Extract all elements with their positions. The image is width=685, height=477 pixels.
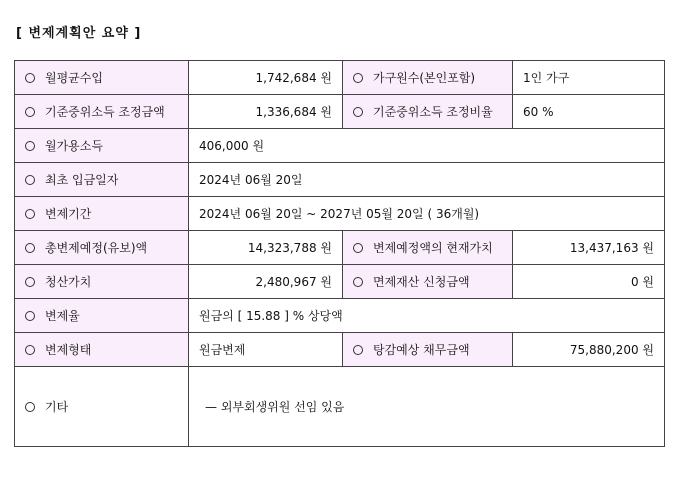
value-cell bbox=[189, 367, 665, 447]
value-cell bbox=[189, 231, 343, 265]
value-text: 2024년 06월 20일 ~ 2027년 05월 20일 ( 36개월) bbox=[199, 207, 480, 221]
circle-bullet-icon bbox=[353, 107, 363, 117]
value-cell bbox=[189, 129, 665, 163]
circle-bullet-icon bbox=[25, 175, 35, 185]
table-row bbox=[15, 299, 665, 333]
circle-bullet-icon bbox=[25, 277, 35, 287]
value-cell bbox=[189, 163, 665, 197]
circle-bullet-icon bbox=[25, 73, 35, 83]
label-cell bbox=[15, 163, 189, 197]
label-text: 기타 bbox=[45, 400, 69, 414]
label-cell bbox=[15, 231, 189, 265]
table-row bbox=[15, 163, 665, 197]
repayment-summary-table bbox=[14, 60, 665, 447]
value-cell bbox=[189, 299, 665, 333]
value-text: 2024년 06월 20일 bbox=[199, 173, 303, 187]
value-cell bbox=[513, 265, 665, 299]
label-text: 총변제예정(유보)액 bbox=[45, 241, 148, 255]
value-cell bbox=[513, 95, 665, 129]
circle-bullet-icon bbox=[25, 243, 35, 253]
value-text: 1인 가구 bbox=[523, 71, 570, 85]
value-text: 1,742,684 원 bbox=[255, 71, 332, 85]
value-cell bbox=[189, 95, 343, 129]
label-cell bbox=[343, 61, 513, 95]
value-text: 14,323,788 원 bbox=[247, 241, 332, 255]
label-cell bbox=[343, 333, 513, 367]
circle-bullet-icon bbox=[353, 243, 363, 253]
circle-bullet-icon bbox=[25, 107, 35, 117]
label-cell bbox=[15, 367, 189, 447]
value-text: 13,437,163 원 bbox=[569, 241, 654, 255]
value-text: 406,000 원 bbox=[199, 139, 265, 153]
circle-bullet-icon bbox=[25, 141, 35, 151]
label-text: 탕감예상 채무금액 bbox=[373, 343, 470, 357]
label-cell bbox=[15, 299, 189, 333]
circle-bullet-icon bbox=[353, 73, 363, 83]
label-text: 변제율 bbox=[45, 309, 80, 323]
value-text: 1,336,684 원 bbox=[255, 105, 332, 119]
label-text: 최초 입금일자 bbox=[45, 173, 119, 187]
label-cell bbox=[15, 95, 189, 129]
label-text: 청산가치 bbox=[45, 275, 92, 289]
circle-bullet-icon bbox=[353, 345, 363, 355]
page-title: [ 변제계획안 요약 ] bbox=[16, 26, 142, 41]
value-text: 원금변제 bbox=[199, 343, 246, 357]
value-cell bbox=[189, 197, 665, 231]
value-text: 60 % bbox=[523, 104, 554, 119]
label-text: 변제형태 bbox=[45, 343, 92, 357]
table-row bbox=[15, 95, 665, 129]
label-cell bbox=[15, 61, 189, 95]
value-cell bbox=[189, 265, 343, 299]
label-cell bbox=[15, 197, 189, 231]
label-text: 변제기간 bbox=[45, 207, 92, 221]
table-row bbox=[15, 231, 665, 265]
label-text: 기준중위소득 조정비율 bbox=[373, 105, 493, 119]
value-cell bbox=[189, 333, 343, 367]
table-row bbox=[15, 129, 665, 163]
table-row bbox=[15, 197, 665, 231]
value-cell bbox=[513, 61, 665, 95]
value-cell bbox=[189, 61, 343, 95]
table-row bbox=[15, 333, 665, 367]
label-text: 변제예정액의 현재가치 bbox=[373, 241, 493, 255]
value-text: 0 원 bbox=[630, 275, 654, 289]
label-text: 월가용소득 bbox=[45, 139, 103, 153]
label-cell bbox=[15, 129, 189, 163]
circle-bullet-icon bbox=[25, 402, 35, 412]
circle-bullet-icon bbox=[25, 345, 35, 355]
label-cell bbox=[343, 95, 513, 129]
table-row bbox=[15, 61, 665, 95]
label-text: 가구원수(본인포함) bbox=[373, 71, 476, 85]
label-text: 면제재산 신청금액 bbox=[373, 275, 470, 289]
value-text: — 외부회생위원 선임 있음 bbox=[205, 400, 345, 414]
circle-bullet-icon bbox=[25, 311, 35, 321]
label-cell bbox=[343, 265, 513, 299]
label-cell bbox=[15, 265, 189, 299]
label-cell bbox=[343, 231, 513, 265]
circle-bullet-icon bbox=[25, 209, 35, 219]
circle-bullet-icon bbox=[353, 277, 363, 287]
table-row bbox=[15, 367, 665, 447]
label-cell bbox=[15, 333, 189, 367]
value-text: 원금의 [ 15.88 ] % 상당액 bbox=[199, 309, 343, 323]
label-text: 월평균수입 bbox=[45, 71, 103, 85]
table-row bbox=[15, 265, 665, 299]
value-cell bbox=[513, 333, 665, 367]
value-text: 2,480,967 원 bbox=[255, 275, 332, 289]
value-text: 75,880,200 원 bbox=[569, 343, 654, 357]
label-text: 기준중위소득 조정금액 bbox=[45, 105, 165, 119]
value-cell bbox=[513, 231, 665, 265]
